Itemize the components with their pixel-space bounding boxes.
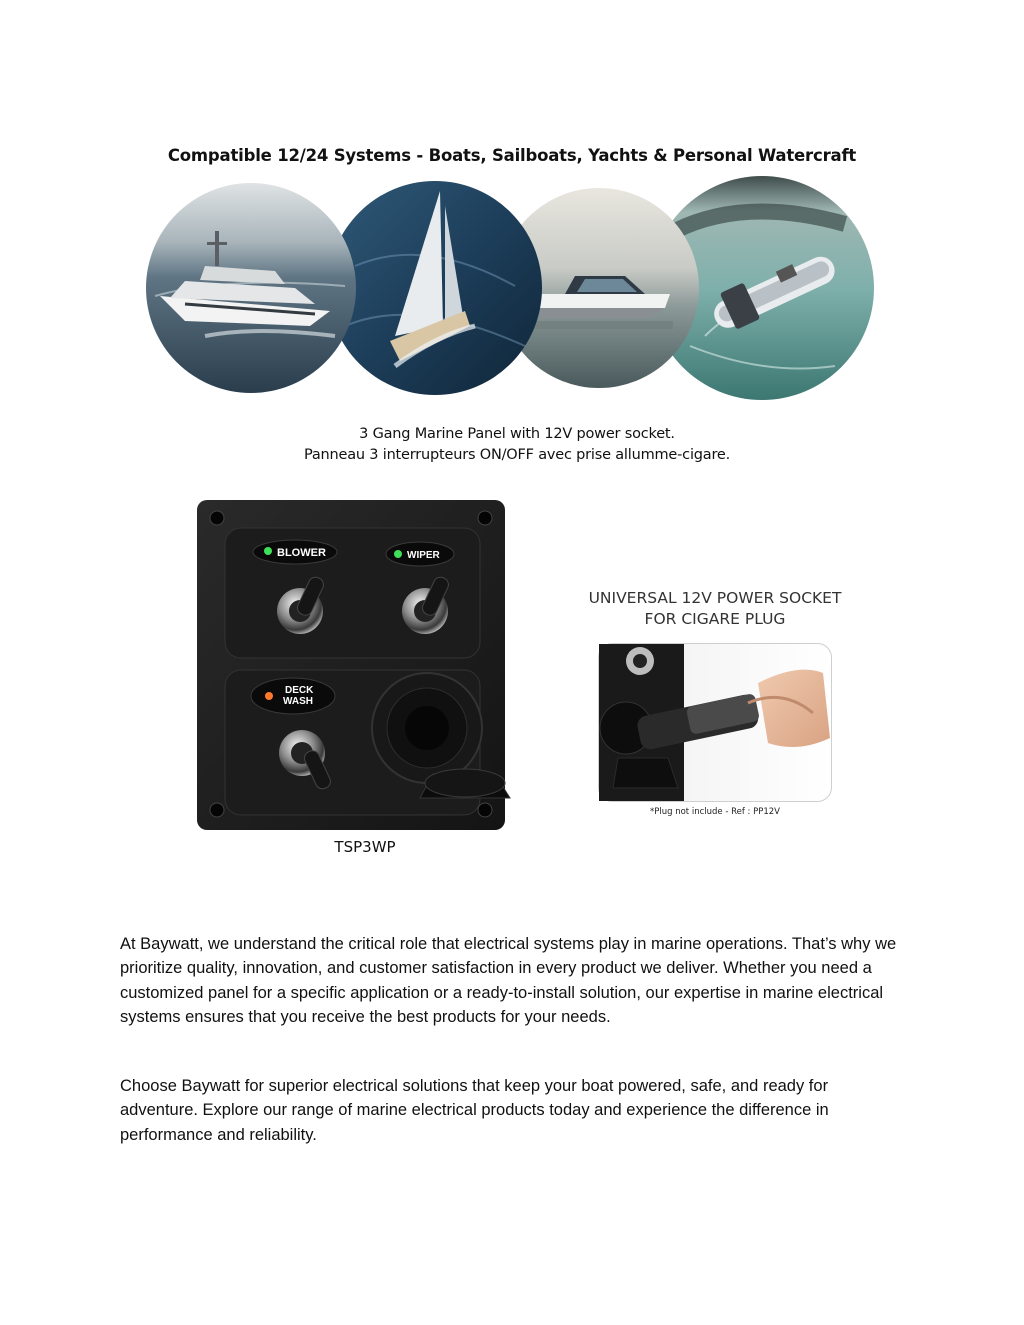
wiper-label: WIPER bbox=[407, 550, 440, 561]
socket-title-line1: UNIVERSAL 12V POWER SOCKET bbox=[588, 589, 842, 607]
deck-wash-label-line1: DECK bbox=[285, 685, 314, 696]
mount-hole bbox=[210, 511, 224, 525]
model-number: TSP3WP bbox=[334, 838, 396, 856]
mount-hole bbox=[478, 511, 492, 525]
socket-plug-photo bbox=[598, 643, 832, 803]
sailboat-icon bbox=[328, 181, 542, 395]
wiper-led bbox=[394, 550, 402, 558]
body-paragraph-1: At Baywatt, we understand the critical role that electrical systems play in marine operations. That’s why we prioritize quality, innovation, and customer satisfaction in every product we deliver. Whether you need a customized panel for a specific application or a ready-to-install solution, our expertise in marine electrical systems ensures that you receive the best products for your needs. bbox=[120, 935, 897, 1027]
deck-wash-label-line2: WASH bbox=[283, 696, 313, 707]
blower-led bbox=[264, 547, 272, 555]
blower-label: BLOWER bbox=[277, 547, 326, 559]
socket-note: *Plug not include - Ref : PP12V bbox=[649, 807, 780, 817]
product-caption-fr: Panneau 3 interrupteurs ON/OFF avec prise allumme-cigare. bbox=[303, 447, 731, 463]
socket-title-line2: FOR CIGARE PLUG bbox=[644, 610, 786, 628]
socket-title bbox=[560, 588, 870, 630]
deck-wash-led bbox=[265, 692, 273, 700]
yacht-icon bbox=[146, 183, 356, 393]
mount-hole bbox=[478, 803, 492, 817]
product-caption-en: 3 Gang Marine Panel with 12V power socket. bbox=[359, 426, 675, 442]
body-paragraph-2: Choose Baywatt for superior electrical solutions that keep your boat powered, safe, and ready for adventure. Explore our range of marine electrical products today and experience the difference in performance and reliability. bbox=[120, 1077, 829, 1144]
page-heading: Compatible 12/24 Systems - Boats, Sailboats, Yachts & Personal Watercraft bbox=[167, 146, 857, 165]
switch-panel-image bbox=[195, 498, 517, 838]
mount-hole bbox=[210, 803, 224, 817]
boat-types-image bbox=[145, 176, 877, 402]
